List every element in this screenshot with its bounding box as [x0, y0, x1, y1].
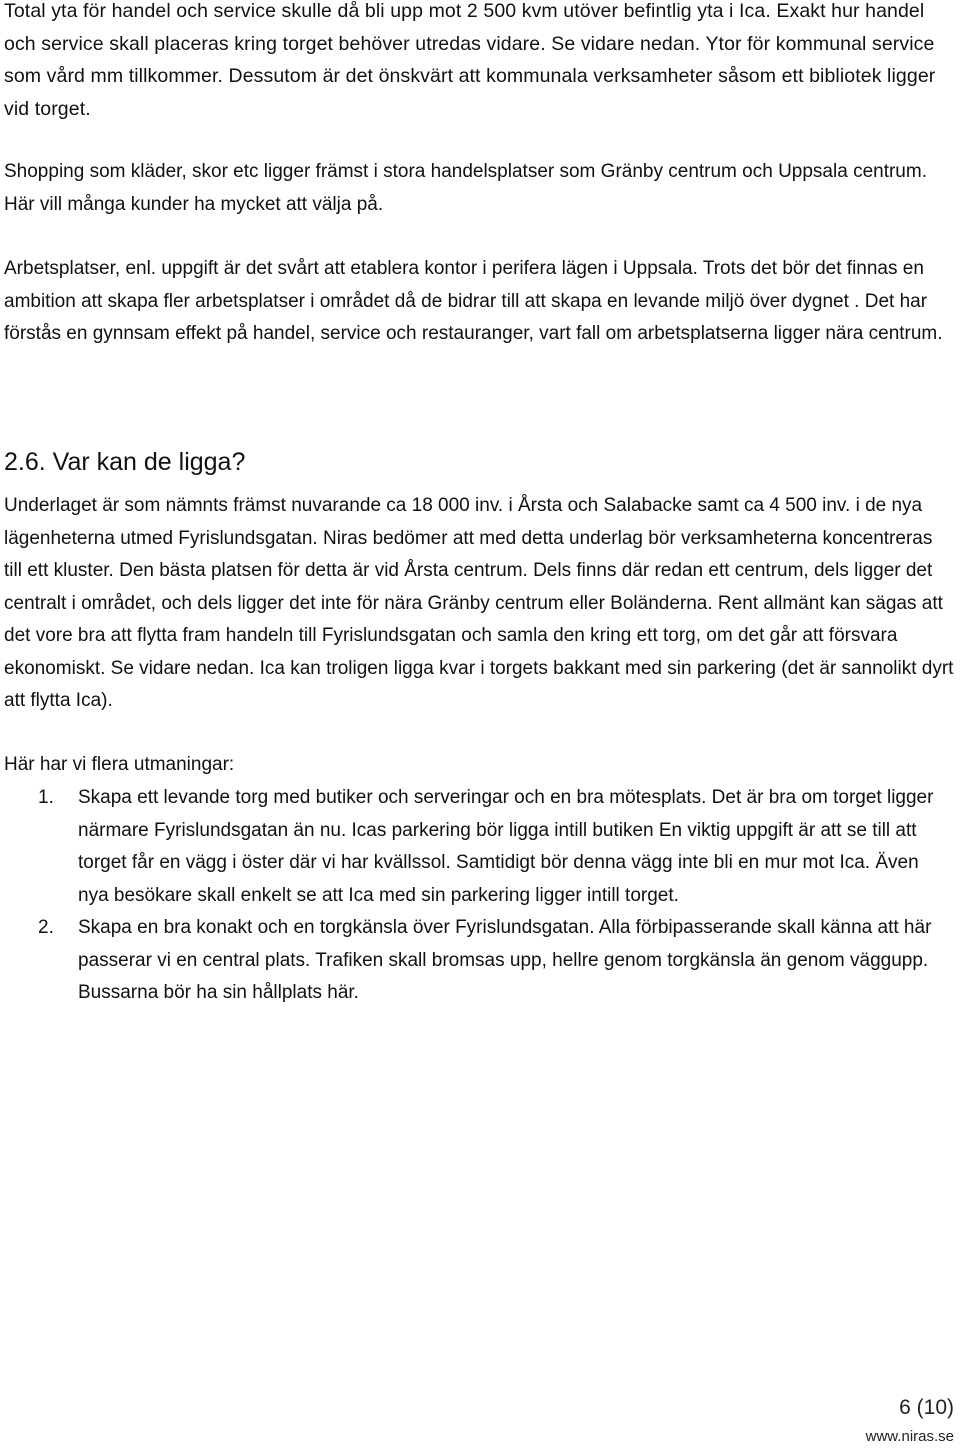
- paragraph-retail-space: Total yta för handel och service skulle då bli upp mot 2 500 kvm utöver befintlig yta i Ica. Exakt hur handel och service skall placeras kring torget behöver utredas vidare. Se vidare nedan. Ytor för kommunal service som vård mm tillkommer. Dessutom är det önskvärt att kommunala verksamheter såsom ett bibliotek ligger vid torget.: [4, 0, 936, 120]
- list-item: [4, 912, 954, 1010]
- section-heading: 2.6. Var kan de ligga?: [4, 448, 246, 476]
- paragraph-location: Underlaget är som nämnts främst nuvarande ca 18 000 inv. i Årsta och Salabacke samt ca 4 500 inv. i de nya lägenheterna utmed Fyrislundsgatan. Niras bedömer att med detta underlag bör verksamheterna koncentreras till ett kluster. Den bästa platsen för detta är vid Årsta centrum. Dels finns där redan ett centrum, dels ligger det centralt i området, och dels ligger det inte för nära Gränby centrum eller Boländerna. Rent allmänt kan sägas att det vore bra att flytta fram handeln till Fyrislundsgatan och samla den kring ett torg, om det går att försvara ekonomiskt. Se vidare nedan. Ica kan troligen ligga kvar i torgets bakkant med sin parkering (det är sannolikt dyrt att flytta Ica).: [4, 495, 954, 711]
- list-item-number: 1.: [38, 787, 54, 808]
- list-item-text: Skapa ett levande torg med butiker och serveringar och en bra mötesplats. Det är bra om torget ligger närmare Fyrislundsgatan än nu. Icas parkering bör ligga intill butiken En viktig uppgift är att se till att torget får en vägg i öster där vi har kvällssol. Samtidigt bör denna vägg inte bli en mur mot Ica. Även nya besökare skall enkelt se att Ica med sin parkering ligger intill torget.: [78, 787, 934, 906]
- page-number: 6 (10): [899, 1396, 954, 1419]
- list-item: [4, 782, 954, 912]
- footer-url: www.niras.se: [865, 1428, 954, 1445]
- paragraph-shopping: Shopping som kläder, skor etc ligger främst i stora handelsplatser som Gränby centrum och Uppsala centrum. Här vill många kunder ha mycket att välja på.: [4, 161, 927, 215]
- paragraph-workplaces: Arbetsplatser, enl. uppgift är det svårt att etablera kontor i perifera lägen i Uppsala. Trots det bör det finnas en ambition att skapa fler arbetsplatser i området då de bidrar till att skapa en levande miljö över dygnet . Det har förstås en gynnsam effekt på handel, service och restauranger, vart fall om arbetsplatserna ligger nära centrum.: [4, 258, 943, 344]
- paragraph-challenges-intro: Här har vi flera utmaningar:: [4, 754, 235, 775]
- list-item-number: 2.: [38, 917, 54, 938]
- challenges-list: [4, 782, 954, 1010]
- list-item-text: Skapa en bra konakt och en torgkänsla över Fyrislundsgatan. Alla förbipasserande skall känna att här passerar vi en central plats. Trafiken skall bromsas upp, hellre genom torgkänsla än genom väggupp. Bussarna bör ha sin hållplats här.: [78, 917, 932, 1003]
